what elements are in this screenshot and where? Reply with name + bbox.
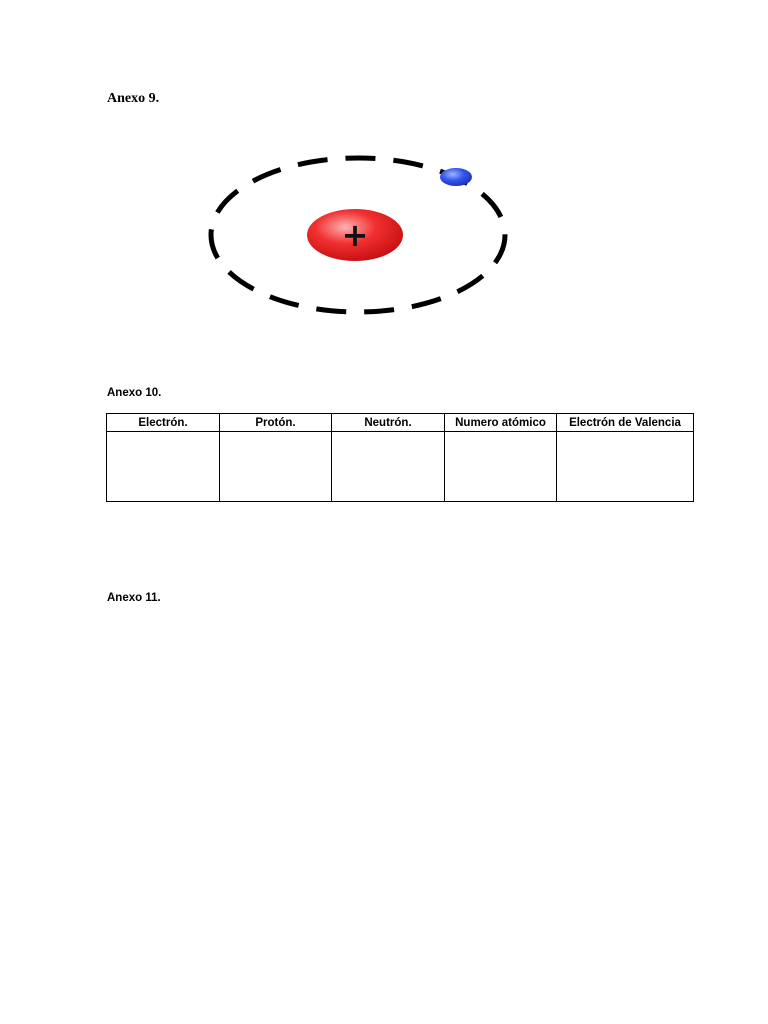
header-atomic-number: Numero atómico (445, 414, 557, 432)
table-header-row (107, 414, 694, 432)
cell-proton[interactable] (220, 432, 332, 502)
annex-11-title: Anexo 11. (107, 592, 161, 604)
header-electron: Electrón. (107, 414, 220, 432)
nucleus-plus-sign: + (341, 216, 369, 254)
atom-diagram (200, 145, 530, 325)
header-proton: Protón. (220, 414, 332, 432)
cell-neutron[interactable] (332, 432, 445, 502)
particle-table (106, 413, 694, 502)
annex-10-title: Anexo 10. (107, 387, 162, 399)
header-neutron: Neutrón. (332, 414, 445, 432)
header-valence-electron: Electrón de Valencia (557, 414, 694, 432)
cell-electron[interactable] (107, 432, 220, 502)
table-row (107, 432, 694, 502)
electron (440, 168, 472, 186)
cell-valence-electron[interactable] (557, 432, 694, 502)
annex-9-title: Anexo 9. (107, 91, 160, 106)
cell-atomic-number[interactable] (445, 432, 557, 502)
